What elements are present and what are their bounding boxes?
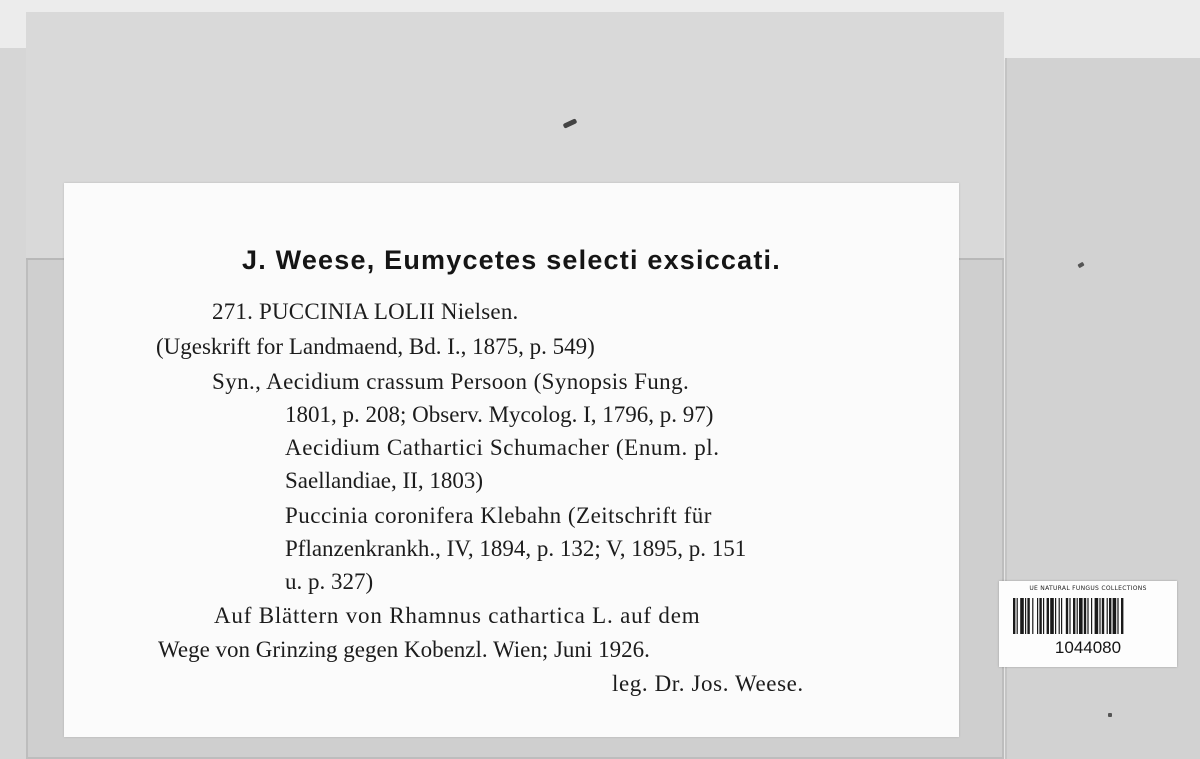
barcode-stripe [1077, 598, 1078, 634]
barcode-stripe [1069, 598, 1070, 634]
label-line-species: 271. PUCCINIA LOLII Nielsen. [212, 299, 519, 324]
barcode-stripe [1027, 598, 1029, 634]
barcode-stripe [1013, 598, 1015, 634]
barcode-stripe [1039, 598, 1041, 634]
label-line-synonym-1: Syn., Aecidium crassum Persoon (Synopsis Fung. [212, 369, 690, 394]
sheet-speck [1108, 713, 1112, 717]
label-line-synonym-3: Puccinia coronifera Klebahn (Zeitschrift für [285, 503, 712, 528]
barcode-stripe [1121, 598, 1123, 634]
label-line-synonym-3-ref-cont: u. p. 327) [285, 569, 374, 594]
barcode-stripe [1087, 598, 1088, 634]
barcode-stripe [1107, 598, 1108, 634]
barcode-stripe [1050, 598, 1054, 634]
label-line-habitat: Auf Blättern von Rhamnus cathartica L. auf dem [214, 603, 701, 628]
label-line-collector: leg. Dr. Jos. Weese. [612, 671, 804, 696]
label-line-synonym-1-ref: 1801, p. 208; Observ. Mycolog. I, 1796, p. 97) [285, 402, 714, 427]
barcode-stripe [1020, 598, 1024, 634]
barcode-stripe [1055, 598, 1056, 634]
barcode-stripe [1017, 598, 1018, 634]
label-line-locality: Wege von Grinzing gegen Kobenzl. Wien; Juni 1926. [158, 637, 650, 662]
sheet-edge [0, 48, 28, 759]
barcode-stripe [1066, 598, 1068, 634]
specimen-label [64, 183, 959, 737]
barcode-stripe [1079, 598, 1083, 634]
barcode-stripe [1095, 598, 1099, 634]
barcode-stripe [1061, 598, 1062, 634]
barcode-number: 1044080 [1054, 638, 1122, 657]
barcode-stripe [1043, 598, 1044, 634]
label-line-synonym-3-ref: Pflanzenkrankh., IV, 1894, p. 132; V, 1895, p. 151 [285, 536, 747, 561]
barcode-stripe [1099, 598, 1100, 634]
barcode-card [999, 581, 1177, 667]
barcode-stripe [1047, 598, 1049, 634]
barcode-stripe [1073, 598, 1075, 634]
label-line-synonym-2: Aecidium Cathartici Schumacher (Enum. pl. [285, 435, 720, 460]
barcode-stripe [1059, 598, 1060, 634]
barcode-stripe [1102, 598, 1104, 634]
barcode-stripe [1084, 598, 1086, 634]
barcode-stripe [1032, 598, 1033, 634]
label-line-synonym-2-ref: Saellandiae, II, 1803) [285, 468, 483, 493]
label-line-citation: (Ugeskrift for Landmaend, Bd. I., 1875, p. 549) [156, 334, 595, 359]
barcode-stripe [1109, 598, 1111, 634]
barcode-icon [1013, 598, 1163, 634]
barcode-stripe [1025, 598, 1026, 634]
barcode-stripe [1117, 598, 1118, 634]
barcode-institution: UE NATURAL FUNGUS COLLECTIONS [1029, 585, 1147, 592]
barcode-stripe [1091, 598, 1092, 634]
label-heading: J. Weese, Eumycetes selecti exsiccati. [242, 245, 781, 275]
barcode-stripe [1037, 598, 1038, 634]
barcode-stripe [1113, 598, 1117, 634]
